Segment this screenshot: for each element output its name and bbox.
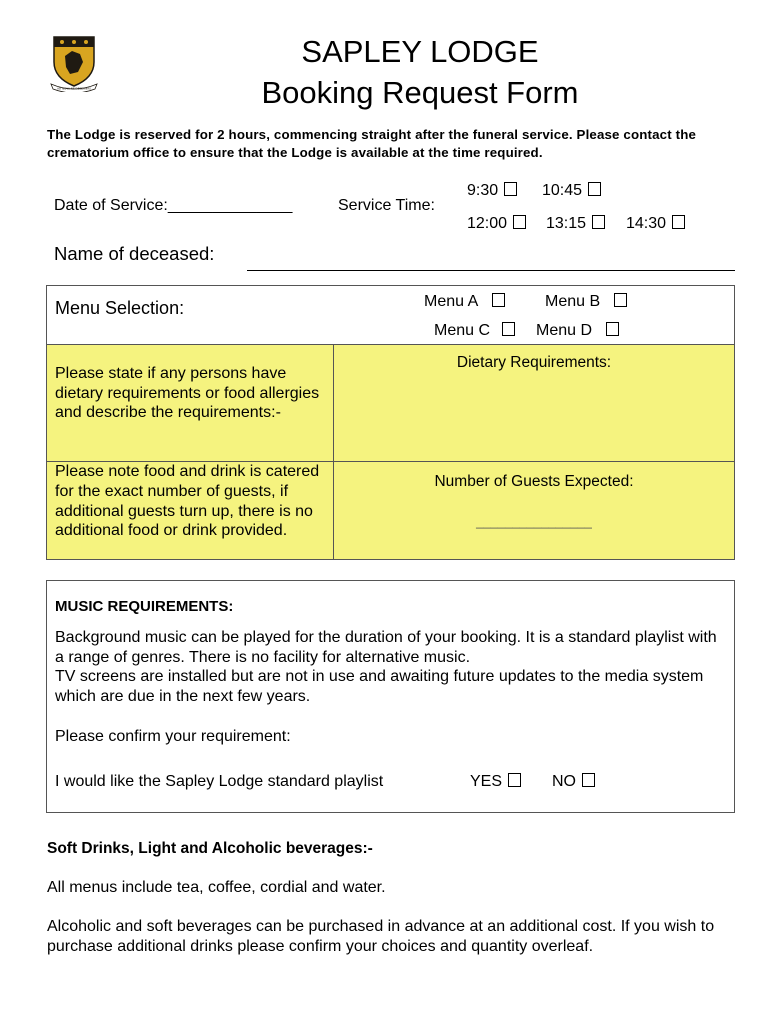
time-option-0930 [467, 182, 517, 200]
music-heading: MUSIC REQUIREMENTS: [55, 598, 234, 615]
guests-input[interactable]: ________________ [476, 514, 592, 529]
deceased-label: Name of deceased: [54, 243, 215, 264]
menu-table [46, 285, 735, 560]
intro-text: The Lodge is reserved for 2 hours, commencing straight after the funeral service. Please contact the crematorium office to ensure that the Lodge is available at the time required. [47, 127, 697, 160]
time-1200-checkbox[interactable] [513, 215, 526, 229]
menu-option-c [434, 322, 515, 340]
time-1315-checkbox[interactable] [592, 215, 605, 229]
menu-selection-label: Menu Selection: [55, 298, 185, 318]
playlist-no-option [552, 772, 595, 792]
service-time-label: Service Time: [338, 197, 435, 214]
time-label: 13:15 [546, 215, 587, 232]
time-label: 14:30 [626, 215, 667, 232]
time-label: 10:45 [542, 182, 583, 199]
menu-option-a [424, 293, 505, 311]
playlist-label: I would like the Sapley Lodge standard playlist [55, 773, 384, 790]
time-label: 12:00 [467, 215, 508, 232]
page-subtitle: Booking Request Form [261, 75, 579, 110]
menu-label: Menu B [545, 293, 601, 310]
crest-motto: AD NOVA NE DECERNAS [57, 86, 91, 91]
deceased-name-line[interactable] [247, 270, 735, 271]
menu-d-checkbox[interactable] [606, 322, 619, 336]
menu-c-checkbox[interactable] [502, 322, 515, 336]
time-1045-checkbox[interactable] [588, 182, 601, 196]
menu-label: Menu A [424, 293, 479, 310]
dietary-heading: Dietary Requirements: [456, 354, 612, 371]
no-label: NO [552, 773, 576, 790]
beverages-heading: Soft Drinks, Light and Alcoholic beverages:- [47, 840, 373, 857]
no-checkbox[interactable] [582, 773, 595, 787]
time-label: 9:30 [467, 182, 499, 199]
music-confirm-label: Please confirm your requirement: [55, 728, 291, 745]
yes-label: YES [470, 773, 503, 790]
menu-label: Menu C [434, 322, 491, 339]
guests-heading: Number of Guests Expected: [434, 473, 634, 490]
music-body-1: Background music can be played for the duration of your booking. It is a standard playlist with a range of genres. There is no facility for alternative music. [55, 629, 717, 666]
beverages-line-1: All menus include tea, coffee, cordial and water. [47, 879, 386, 896]
beverages-line-2: Alcoholic and soft beverages can be purchased in advance at an additional cost. If you wish to purchase additional drinks please confirm your choices and quantity overleaf. [47, 918, 715, 955]
dietary-prompt: Please state if any persons have dietary requirements or food allergies and describe the requirements:- [55, 365, 320, 421]
page-title: SAPLEY LODGE [301, 34, 539, 69]
time-option-1430 [626, 215, 685, 233]
music-body-2: TV screens are installed but are not in use and awaiting future updates to the media system which are due in the next few years. [55, 668, 704, 705]
time-1430-checkbox[interactable] [672, 215, 685, 229]
playlist-yes-option [470, 772, 521, 792]
time-0930-checkbox[interactable] [504, 182, 517, 196]
time-option-1045 [542, 182, 601, 200]
guests-note: Please note food and drink is catered for the exact number of guests, if additional guests turn up, there is no additional food or drink provided. [55, 463, 320, 540]
time-option-1315 [546, 215, 605, 233]
yes-checkbox[interactable] [508, 773, 521, 787]
menu-a-checkbox[interactable] [492, 293, 505, 307]
menu-option-b [545, 293, 627, 311]
date-of-service-field[interactable]: Date of Service:______________ [54, 197, 293, 214]
menu-b-checkbox[interactable] [614, 293, 627, 307]
time-option-1200 [467, 215, 526, 233]
menu-option-d [536, 322, 619, 340]
music-box [46, 580, 735, 813]
menu-label: Menu D [536, 322, 593, 339]
